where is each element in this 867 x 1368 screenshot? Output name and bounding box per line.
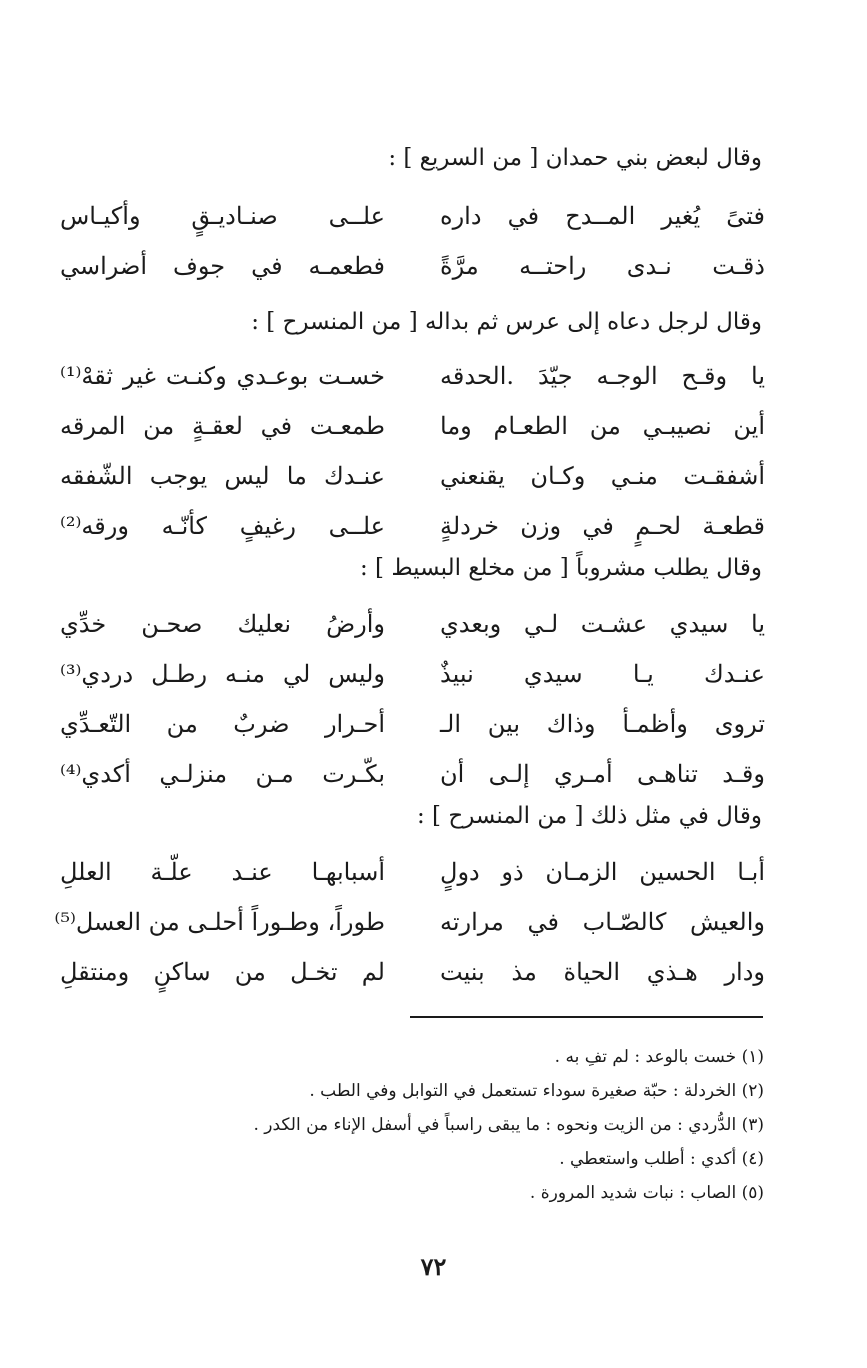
verse-line (60, 241, 765, 291)
second-hemistich: لم تخـل من ساكنٍ ومنتقلِ (60, 958, 385, 986)
footnote: (٣) الدُّردي : من الزيت ونحوه : ما يبقى راسباً في أسفل الإناء من الكدر . (253, 1115, 764, 1135)
second-hemistich: علــى رغيفٍ كأنّـه ورقه⁽²⁾ (60, 512, 385, 540)
second-hemistich: أحـرار ضربٌ من التّعـدِّي (60, 710, 385, 738)
poem-verses (60, 191, 765, 291)
second-hemistich: فطعمـه في جوف أضراسي (60, 252, 385, 280)
first-hemistich: قطعـة لحـمٍ في وزن خردلةٍ (440, 512, 765, 540)
second-hemistich: بكّـرت مـن منزلـي أكدي⁽⁴⁾ (60, 760, 385, 788)
footnotes (84, 1040, 764, 1210)
first-hemistich: ودار هـذي الحياة مذ بنيت (440, 958, 765, 986)
second-hemistich: وليس لي منـه رطـل دردي⁽³⁾ (60, 660, 385, 688)
verse-line (60, 847, 765, 897)
second-hemistich: أسبابهـا عنـد علّـة العللِ (60, 858, 385, 886)
first-hemistich: تروى وأظمـأ وذاك بين الـ (440, 710, 765, 738)
first-hemistich: فتىً يُغير المــدح في داره (440, 202, 765, 230)
verse-line (60, 351, 765, 401)
footnote-separator (410, 1016, 763, 1018)
verse-line (60, 501, 765, 551)
first-hemistich: وقـد تناهـى أمـري إلـى أن (440, 760, 765, 788)
second-hemistich: خسـت بوعـدي وكنـت غير ثقهْ⁽¹⁾ (60, 362, 385, 390)
first-hemistich: والعيش كالصّـاب في مرارته (440, 908, 765, 936)
second-hemistich: وأرضُ نعليك صحـن خدِّي (60, 610, 385, 638)
verse-line (60, 401, 765, 451)
verse-line (60, 649, 765, 699)
second-hemistich: عنـدك ما ليس يوجب الشّفقه (60, 462, 385, 490)
poem-verses (60, 599, 765, 799)
first-hemistich: ذقـت نـدى راحتــه مرَّةً (440, 252, 765, 280)
page-number: ٧٢ (420, 1252, 447, 1281)
first-hemistich: أبـا الحسين الزمـان ذو دولٍ (440, 858, 765, 886)
poem-heading: وقال لبعض بني حمدان [ من السريع ] : (388, 145, 762, 171)
second-hemistich: علــى صنـاديـقٍ وأكيـاس (60, 202, 385, 230)
poem-heading: وقال في مثل ذلك [ من المنسرح ] : (417, 803, 762, 829)
footnote: (٥) الصاب : نبات شديد المرورة . (529, 1183, 764, 1203)
poem-verses (60, 351, 765, 551)
second-hemistich: طوراً، وطـوراً أحلـى من العسل⁽⁵⁾ (54, 908, 385, 936)
verse-line (60, 947, 765, 997)
second-hemistich: طمعـت في لعقـةٍ من المرقه (60, 412, 385, 440)
verse-line (54, 897, 765, 947)
verse-line (60, 191, 765, 241)
verse-line (60, 451, 765, 501)
first-hemistich: يا سيدي عشـت لـي وبعدي (440, 610, 765, 638)
poem-verses (54, 847, 765, 997)
footnote: (١) خست بالوعد : لم تفِ به . (554, 1047, 764, 1067)
footnote: (٢) الخردلة : حبّة صغيرة سوداء تستعمل في التوابل وفي الطب . (309, 1081, 764, 1101)
first-hemistich: أشفقـت منـي وكـان يقنعني (440, 462, 765, 490)
first-hemistich: أين نصيبـي من الطعـام وما (440, 412, 765, 440)
verse-line (60, 699, 765, 749)
footnote: (٤) أكدي : أطلب واستعطي . (559, 1149, 764, 1169)
first-hemistich: عنـدك يـا سيدي نبيذٌ (440, 660, 765, 688)
verse-line (60, 599, 765, 649)
poem-heading: وقال يطلب مشروباً [ من مخلع البسيط ] : (360, 555, 762, 581)
first-hemistich: يا وقـح الوجـه جيّدَ .الحدقه (440, 362, 765, 390)
poem-heading: وقال لرجل دعاه إلى عرس ثم بداله [ من المنسرح ] : (251, 309, 762, 335)
verse-line (60, 749, 765, 799)
